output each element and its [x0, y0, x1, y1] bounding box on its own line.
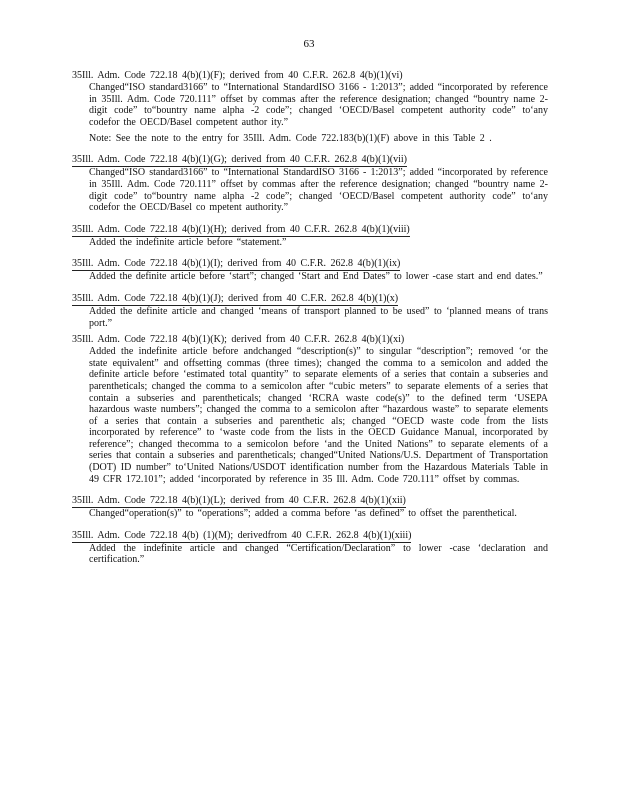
entry-heading: 35Ill. Adm. Code 722.18 4(b)(1)(F); derived from 40 C.F.R. 262.8 4(b)(1)(vi): [72, 70, 403, 81]
entry-body: Added the indefinite article before “statement.”: [89, 236, 287, 248]
entry-body: Changed“operation(s)” to “operations”; added a comma before ‘as defined” to offset the parenthetical.: [89, 508, 517, 520]
entry-body: Added the indefinite article and changed “Certification/Declaration” to lower -case ‘declaration and certification.”: [89, 542, 548, 566]
entry-body: Added the definite article and changed ‘means of transport planned to be used” to ‘planned means of trans port.”: [89, 305, 548, 329]
entry-body: Changed“ISO standard3166” to “International StandardISO 3166 - 1:2013”; added “incorporated by reference in 35Ill. Adm. Code 720.111” offset by commas after the reference designation; changed “bountry name 2-digit code” to“bountry name alpha -2 code”; changed ‘OECD/Basel competent authority code” to‘any codefor the OECD/Basel co mpetent authority.”: [89, 167, 548, 214]
entry-heading: 35Ill. Adm. Code 722.18 4(b) (1)(M); derivedfrom 40 C.F.R. 262.8 4(b)(1)(xiii): [72, 529, 412, 541]
page-number: 63: [303, 38, 315, 50]
table-note: Note: See the note to the entry for 35Ill. Adm. Code 722.183(b)(1)(F) above in this Table 2 .: [89, 133, 492, 145]
entry-i: [72, 253, 548, 283]
entry-l: [72, 490, 548, 520]
entry-k: [72, 334, 548, 485]
entry-heading: 35Ill. Adm. Code 722.18 4(b)(1)(G); derived from 40 C.F.R. 262.8 4(b)(1)(vii): [72, 154, 407, 166]
entry-body: Changed“ISO standard3166” to “International StandardISO 3166 - 1:2013”; added “incorporated by reference in 35Ill. Adm. Code 720.111” offset by commas after the reference designation; changed “bountry name 2-digit code” to“bountry name alpha -2 code”; changed ‘OECD/Basel competent authority code” to‘any codefor the OECD/Basel competent author ity.”: [89, 82, 548, 128]
entry-heading: 35Ill. Adm. Code 722.18 4(b)(1)(L); derived from 40 C.F.R. 262.8 4(b)(1)(xii): [72, 495, 406, 507]
entry-j: [72, 288, 548, 329]
entry-f: [72, 70, 548, 128]
table-content: [72, 70, 548, 571]
entry-heading: 35Ill. Adm. Code 722.18 4(b)(1)(I); derived from 40 C.F.R. 262.8 4(b)(1)(ix): [72, 258, 401, 270]
entry-heading: 35Ill. Adm. Code 722.18 4(b)(1)(J); derived from 40 C.F.R. 262.8 4(b)(1)(x): [72, 292, 399, 304]
entry-h: [72, 219, 548, 249]
entry-body: Added the indefinite article before andchanged “description(s)” to singular “description”; removed ‘or the state equivalent” and offsetting commas (three times); changed the comma to a semicolon and added the definite article before ‘estimated total quantity” to separate elements of a series that contain a subseries and parentheticals; changed the comma to a semicolon after “cubic meters” to separate elements of a series that contain a subseries and parentheticals; changed ‘RCRA waste code(s)” to the defined term ‘USEPA hazardous waste numbers”; changed the comma to a semicolon after “hazardous waste” to separate elements of a series that contain a subseries and parenthetic als; changed “OECD waste code from the lists incorporated by reference” to ‘waste code from the lists in the OECD Guidance Manual, incorporated by reference”; changed thecomma to a semicolon before ‘and the United Nations” to separate elements of a series that contain a subseries and parentheticals; changed“United Nations/U.S. Department of Transportation (DOT) ID number” to‘United Nations/USDOT identification number from the Hazardous Materials Table in 49 CFR 172.101”; added ‘incorporated by reference in 35 Ill. Adm. Code 720.111” offset by commas.: [89, 346, 548, 485]
entry-body: Added the definite article before ‘start”; changed ‘Start and End Dates” to lower -case start and end dates.”: [89, 271, 543, 283]
entry-heading: 35Ill. Adm. Code 722.18 4(b)(1)(H); derived from 40 C.F.R. 262.8 4(b)(1)(viii): [72, 223, 410, 235]
entry-m: [72, 525, 548, 566]
entry-heading: 35Ill. Adm. Code 722.18 4(b)(1)(K); derived from 40 C.F.R. 262.8 4(b)(1)(xi): [72, 334, 405, 346]
entry-g: [72, 149, 548, 213]
